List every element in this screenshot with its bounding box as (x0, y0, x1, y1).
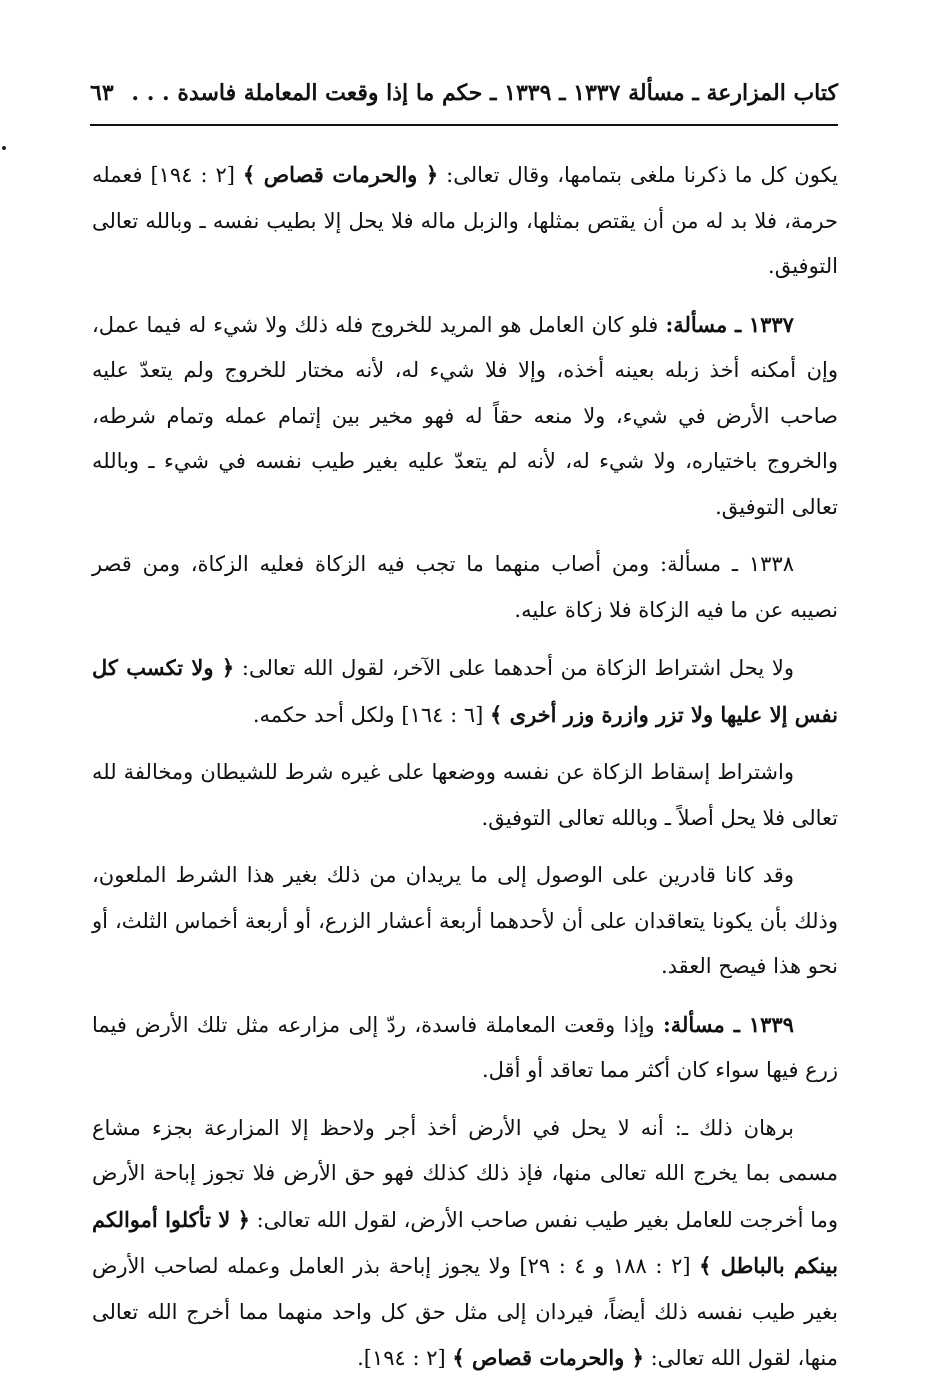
text: وإذا وقعت المعاملة فاسدة، ردّ إلى مزارعه مثل تلك الأرض فيما زرع فيها سواء كان أكثر مما تعاقد أو أقل. (92, 1012, 838, 1082)
issue-1338 (92, 542, 838, 633)
text: يكون كل ما ذكرنا ملغى بتمامها، وقال تعالى: (446, 163, 839, 187)
paragraph-zakat-condition (92, 645, 838, 738)
issue-label: ١٣٣٧ ـ مسألة: (665, 311, 794, 337)
text: واشتراط إسقاط الزكاة عن نفسه ووضعها على غيره شرط للشيطان ومخالفة لله تعالى فلا يحل أصلاً ـ وبالله تعالى التوفيق. (92, 760, 838, 830)
quran-quote: ﴿ لا تأكلوا أموالكم بينكم بالباطل ﴾ (92, 1206, 838, 1278)
issue-label: ١٣٣٨ ـ مسألة: (660, 552, 794, 576)
text: [٦ : ١٦٤] ولكل أحد حكمه. (252, 702, 484, 727)
paragraph-alternative (92, 853, 838, 990)
quran-quote: ﴿ والحرمات قصاص ﴾ (242, 162, 439, 187)
header-divider (90, 124, 838, 126)
scan-mark (2, 146, 6, 150)
text: ومن أصاب منهما ما تجب فيه الزكاة فعليه الزكاة، ومن قصر نصيبه عن ما فيه الزكاة فلا زكاة عليه. (92, 552, 838, 622)
text: وقد كانا قادرين على الوصول إلى ما يريدان من ذلك بغير هذا الشرط الملعون، وذلك بأن يكونا يتعاقدان على أن لأحدهما أربعة أعشار الزرع، أو أربعة أخماس الثلث، أو نحو هذا فيصح العقد. (92, 863, 838, 978)
quran-quote: ﴿ والحرمات قصاص ﴾ (452, 1345, 644, 1370)
body-text (92, 152, 838, 1394)
paragraph-proof (92, 1106, 838, 1382)
paragraph-continuation (92, 152, 838, 290)
page-number: ٦٣ (90, 80, 114, 106)
paragraph-zakat-waiver (92, 750, 838, 841)
issue-1339 (92, 1002, 838, 1094)
header-title: كتاب المزارعة ـ مسألة ١٣٣٧ ـ ١٣٣٩ ـ حكم ما إذا وقعت المعاملة فاسدة . . . (131, 80, 838, 106)
text: [٢ : ١٩٤] فعمله حرمة، فلا بد له من أن يقتص بمثلها، والزبل ماله فلا يحل إلا بطيب نفسه ـ وبالله تعالى التوفيق. (92, 163, 838, 278)
quran-quote: ﴿ ولا تكسب كل نفس إلا عليها ولا تزر وازرة وزر أخرى ﴾ (92, 655, 838, 727)
running-header (90, 80, 838, 116)
issue-label: ١٣٣٩ ـ مسألة: (662, 1011, 794, 1037)
text: [٢ : ١٩٤]. (357, 1346, 446, 1370)
text: فلو كان العامل هو المريد للخروج فله ذلك ولا شيء له فيما عمل، وإن أمكنه أخذ زبله بعينه أخذه، وإلا فلا شيء له، لأنه مختار للخروج ولم يتعدّ عليه صاحب الأرض في شيء، ولا منعه حقاً له فهو مخير بين إتمام عمله وتمام شرطه، والخروج باختياره، ولا شيء له، لأنه لم يتعدّ عليه بغير طيب نفسه في شيء ـ وبالله تعالى التوفيق. (92, 312, 838, 519)
issue-1337 (92, 302, 838, 531)
text: ولا يحل اشتراط الزكاة من أحدهما على الآخر، لقول الله تعالى: (241, 656, 794, 680)
text: [٢ : ١٨٨ و ٤ : ٢٩] ولا يجوز إباحة بذر العامل وعمله لصاحب الأرض بغير طيب نفسه ذلك أيضاً، فيردان إلى مثل حق كل واحد منهما مما أخرج الله تعالى منها، لقول الله تعالى: (92, 1254, 838, 1370)
text: برهان ذلك ـ: أنه لا يحل في الأرض أخذ أجر ولاحظ إلا المزارعة بجزء مشاع مسمى بما يخرج الله تعالى منها، فإذ ذلك كذلك فهو حق الأرض فلا تجوز إباحة الأرض وما أخرجت للعامل بغير طيب نفس صاحب الأرض، لقول الله تعالى: (92, 1115, 838, 1232)
